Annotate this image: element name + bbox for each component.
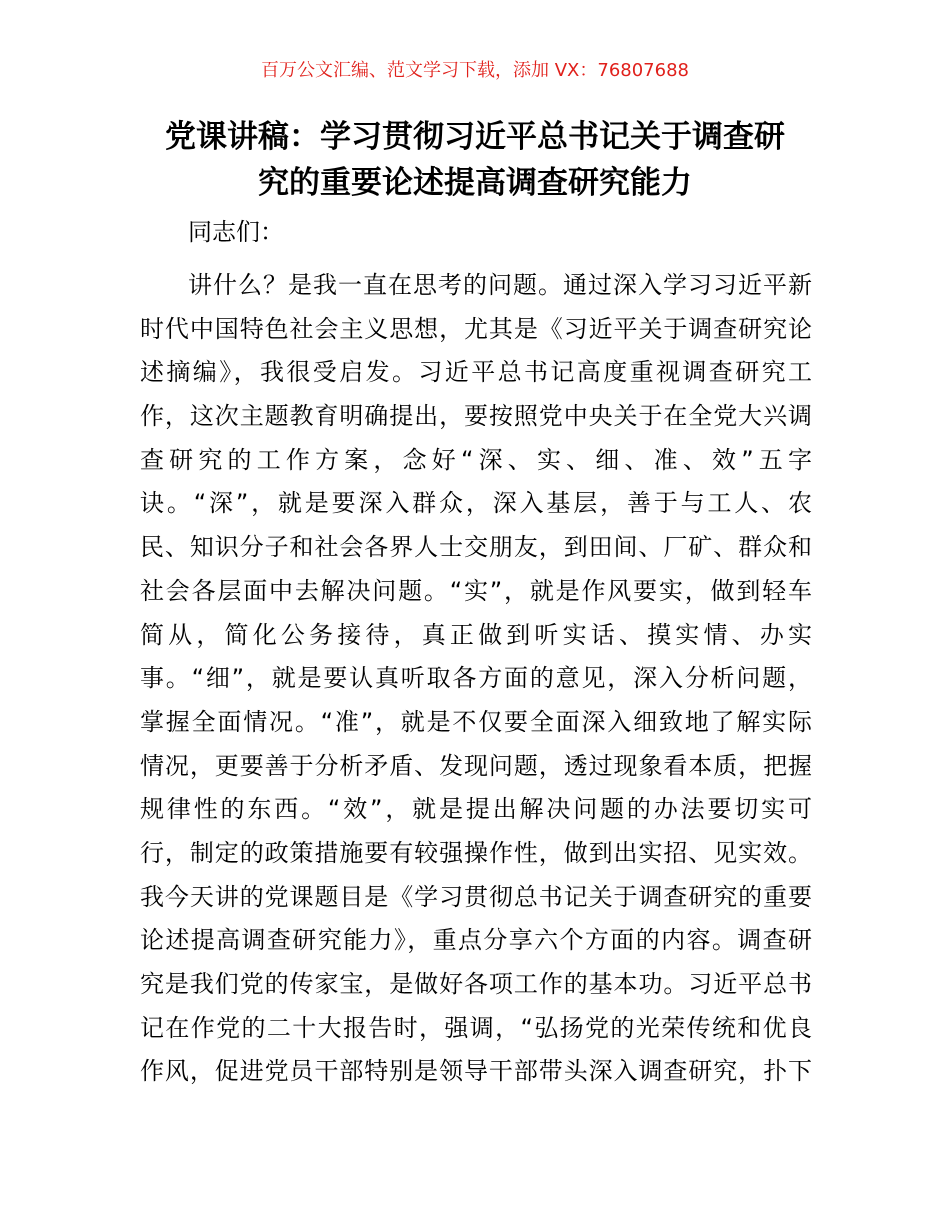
body-line: 究是我们党的传家宝，是做好各项工作的基本功。习近平总书 <box>140 970 812 998</box>
salutation: 同志们： <box>188 218 284 246</box>
body-line: 事。“细”，就是要认真听取各方面的意见，深入分析问题， <box>140 664 812 693</box>
body-line: 述摘编》，我很受启发。习近平总书记高度重视调查研究工 <box>140 358 812 387</box>
body-line: 掌握全面情况。“准”，就是不仅要全面深入细致地了解实际 <box>140 707 812 736</box>
body-paragraph <box>140 264 812 1094</box>
body-line: 记在作党的二十大报告时，强调，“弘扬党的光荣传统和优良 <box>140 1013 812 1042</box>
body-line: 规律性的东西。“效”，就是提出解决问题的办法要切实可 <box>140 795 812 824</box>
body-line: 诀。“深”，就是要深入群众，深入基层，善于与工人、农 <box>140 489 812 518</box>
body-line: 简从，简化公务接待，真正做到听实话、摸实情、办实 <box>140 620 812 649</box>
document-title <box>120 114 830 206</box>
body-line: 社会各层面中去解决问题。“实”，就是作风要实，做到轻车 <box>140 576 812 605</box>
body-line: 讲什么？是我一直在思考的问题。通过深入学习习近平新 <box>188 271 812 299</box>
document-title-line-2: 究的重要论述提高调查研究能力 <box>258 165 692 201</box>
body-line: 情况，更要善于分析矛盾、发现问题，透过现象看本质，把握 <box>140 751 812 780</box>
body-line: 民、知识分子和社会各界人士交朋友，到田间、厂矿、群众和 <box>140 533 812 562</box>
body-line: 论述提高调查研究能力》，重点分享六个方面的内容。调查研 <box>140 926 812 955</box>
body-line: 我今天讲的党课题目是《学习贯彻总书记关于调查研究的重要 <box>140 882 812 911</box>
body-line: 作风，促进党员干部特别是领导干部带头深入调查研究，扑下 <box>140 1057 812 1086</box>
body-line: 作，这次主题教育明确提出，要按照党中央关于在全党大兴调 <box>140 402 812 431</box>
body-line: 时代中国特色社会主义思想，尤其是《习近平关于调查研究论 <box>140 314 812 343</box>
body-line: 查研究的工作方案，念好“深、实、细、准、效”五字 <box>140 445 812 474</box>
document-title-line-1: 党课讲稿：学习贯彻习近平总书记关于调查研 <box>165 119 785 155</box>
header-banner: 百万公文汇编、范文学习下载，添加 VX：76807688 <box>261 60 689 81</box>
body-line: 行，制定的政策措施要有较强操作性，做到出实招、见实效。 <box>140 838 812 867</box>
